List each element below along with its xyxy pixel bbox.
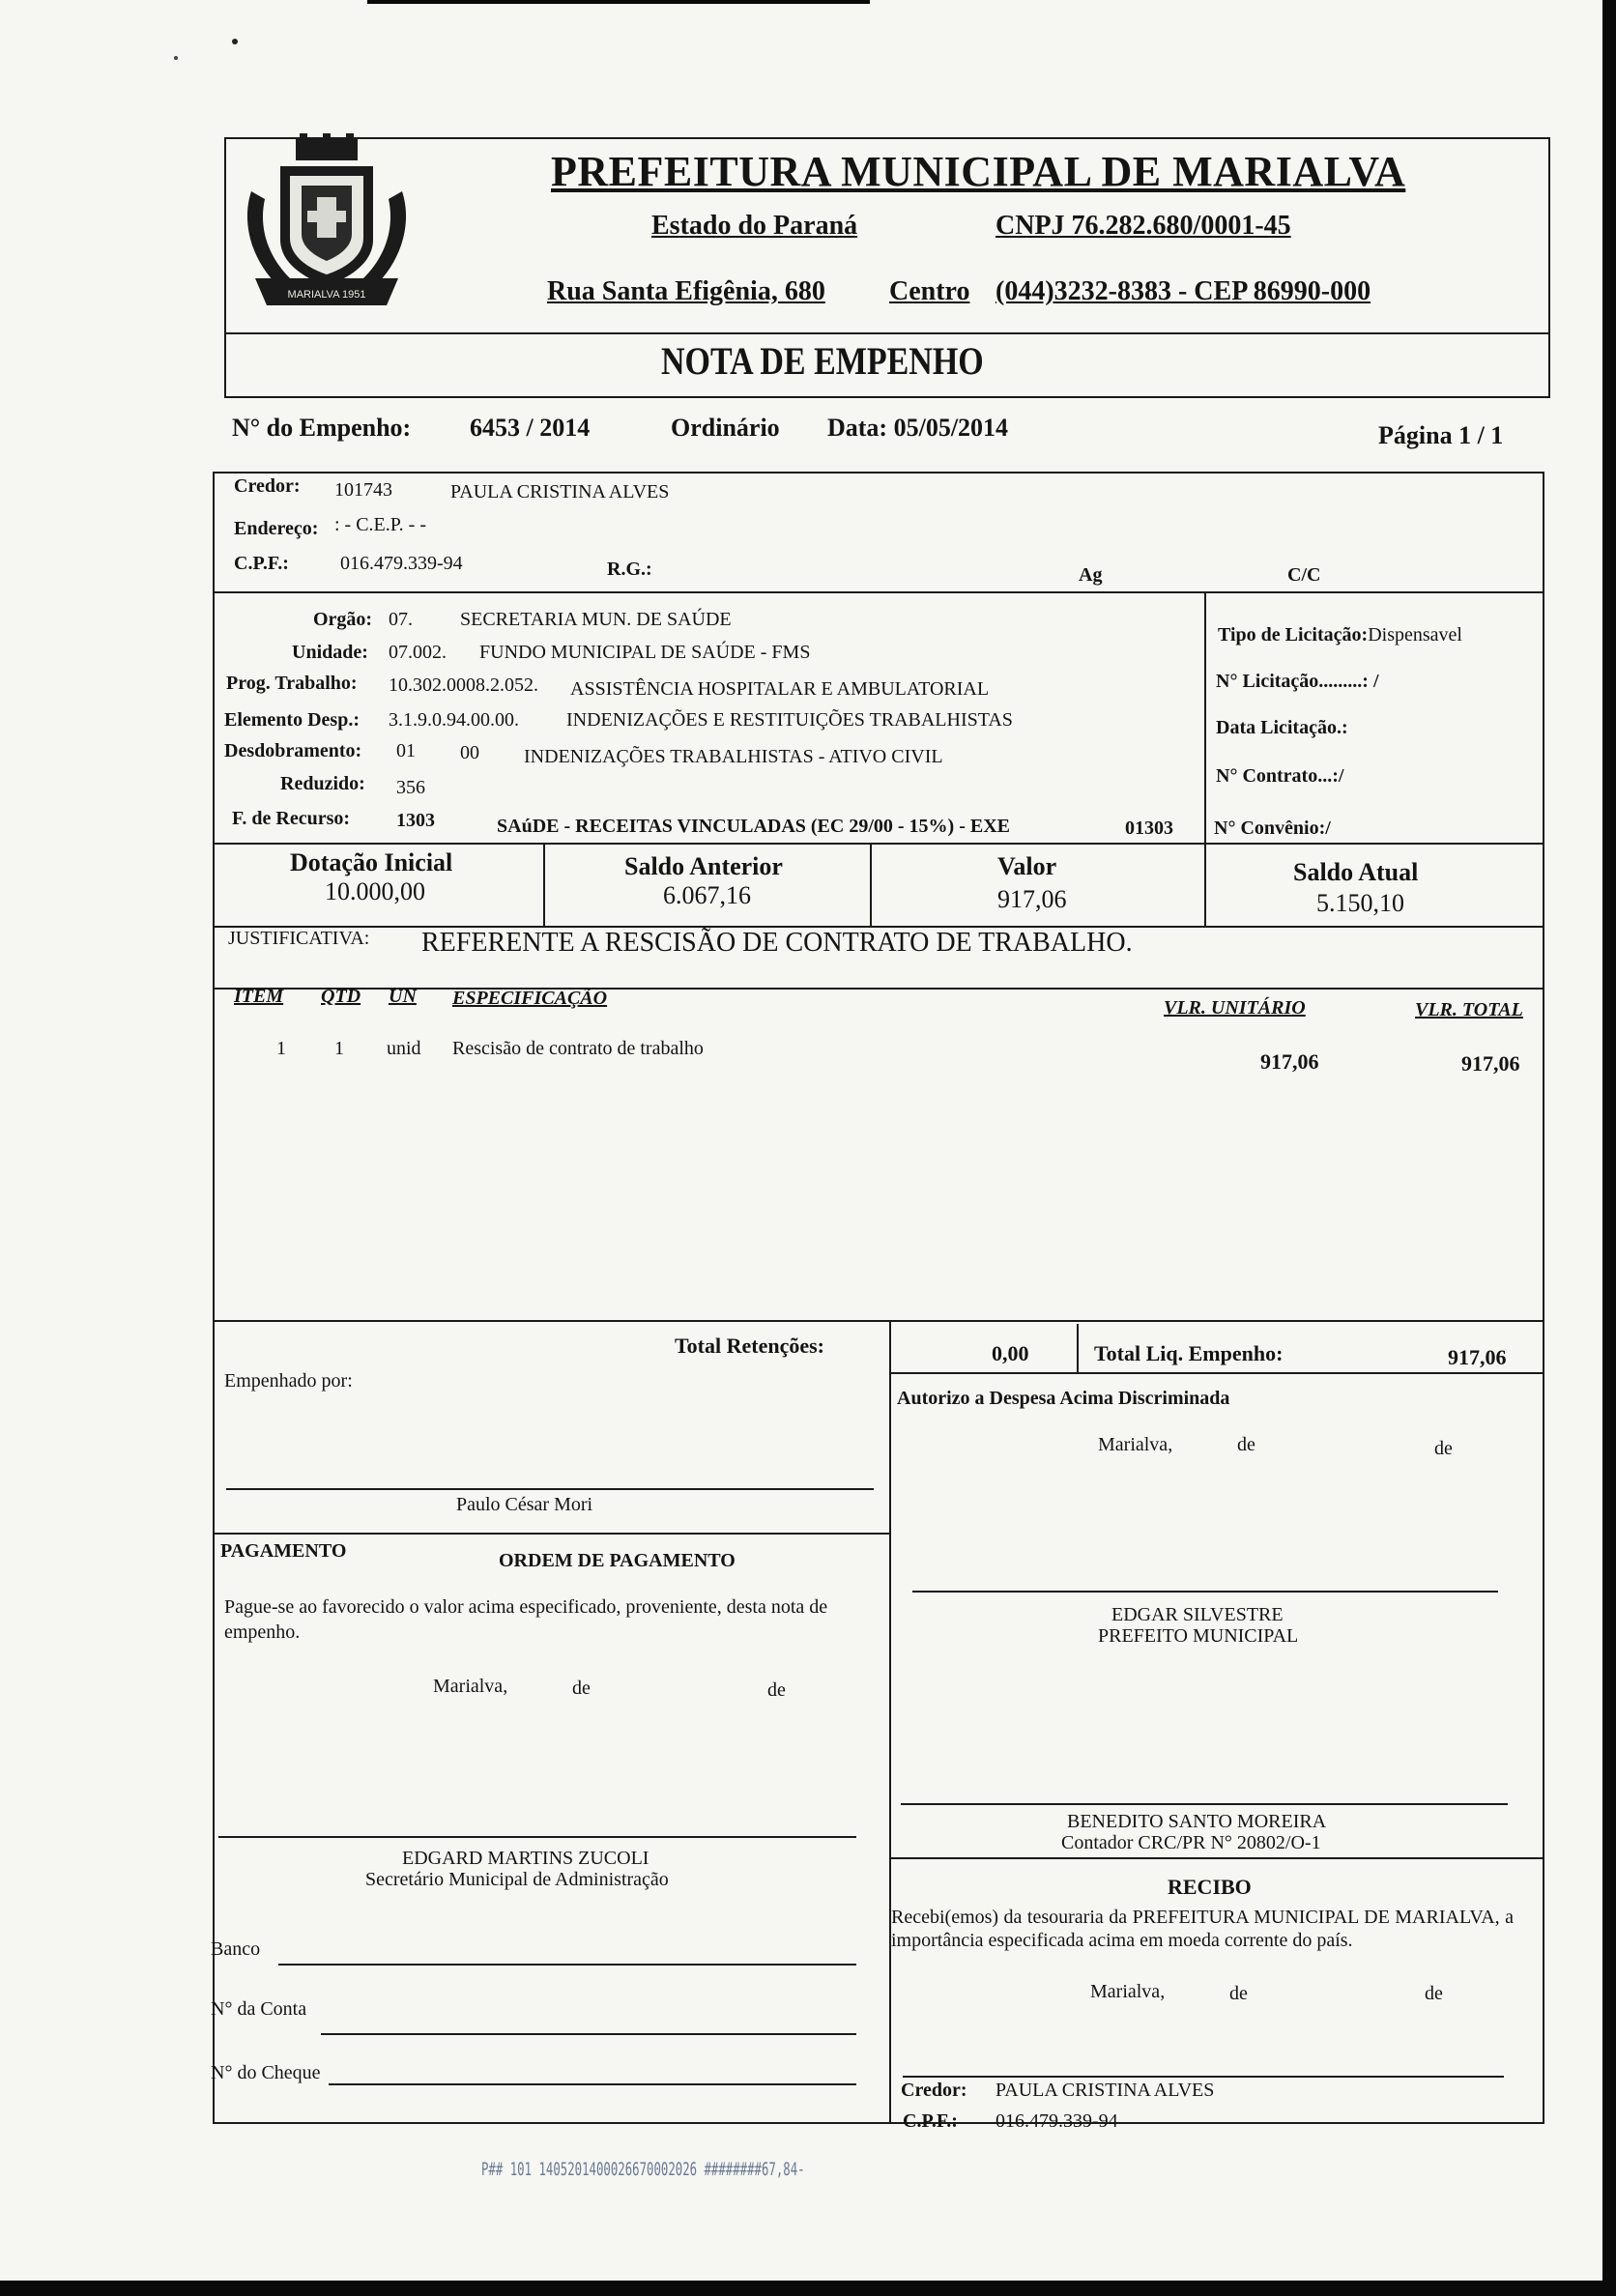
valor-label: Valor xyxy=(997,852,1057,880)
reduzido-label: Reduzido: xyxy=(280,773,365,794)
table-row-1-unit: 917,06 xyxy=(1260,1049,1319,1074)
autorizo-marialva: Marialva, xyxy=(1098,1434,1173,1455)
header-title: PREFEITURA MUNICIPAL DE MARIALVA xyxy=(551,148,1406,195)
unidade-name: FUNDO MUNICIPAL DE SAÚDE - FMS xyxy=(479,642,811,663)
budget-bottom-line xyxy=(213,843,1544,845)
dotacao-inicial-label: Dotação Inicial xyxy=(290,848,453,876)
prefeito-cargo: PREFEITO MUNICIPAL xyxy=(1098,1625,1299,1647)
desdobramento-code-2: 00 xyxy=(460,742,479,763)
ag-label: Ag xyxy=(1079,564,1103,586)
document-title: NOTA DE EMPENHO xyxy=(661,339,984,383)
banco-label: Banco xyxy=(211,1938,261,1960)
table-row-1-total: 917,06 xyxy=(1461,1051,1520,1076)
dotacao-inicial-value: 10.000,00 xyxy=(325,877,425,905)
budget-divider-vertical xyxy=(1204,591,1206,928)
empenho-label: N° do Empenho: xyxy=(232,414,412,442)
scan-speck xyxy=(174,56,178,60)
saldo-atual-label: Saldo Atual xyxy=(1293,858,1419,886)
cheque-label: N° do Cheque xyxy=(211,2062,321,2083)
conta-line xyxy=(321,2033,856,2035)
table-row-1-qtd: 1 xyxy=(334,1038,344,1059)
pagamento-de-1: de xyxy=(572,1678,591,1699)
col-header-qtd: QTD xyxy=(321,986,361,1007)
recibo-cpf-label: C.P.F.: xyxy=(903,2110,958,2132)
col-header-item: ITEM xyxy=(234,986,284,1007)
recurso-name: SAúDE - RECEITAS VINCULADAS (EC 29/00 - 15%) - EXE xyxy=(497,816,1010,837)
empenhado-signature-line xyxy=(226,1488,874,1490)
svg-text:MARIALVA 1951: MARIALVA 1951 xyxy=(287,289,366,301)
pagamento-text: Pague-se ao favorecido o valor acima especificado, proveniente, desta nota de empenho. xyxy=(224,1596,828,1643)
pagamento-marialva: Marialva, xyxy=(433,1676,508,1697)
scan-speck xyxy=(232,39,238,44)
saldo-anterior-label: Saldo Anterior xyxy=(624,852,783,880)
col-header-vlr-total: VLR. TOTAL xyxy=(1415,999,1523,1020)
justificativa-text: REFERENTE A RESCISÃO DE CONTRATO DE TRABALHO. xyxy=(421,928,1133,958)
autorizo-de-2: de xyxy=(1434,1438,1453,1459)
lower-vertical-divider xyxy=(889,1424,891,2124)
orgao-code: 07. xyxy=(389,609,413,630)
pagamento-de-2: de xyxy=(767,1679,786,1701)
recibo-top-line xyxy=(889,1857,1544,1859)
contrato-numero: N° Contrato...:/ xyxy=(1216,765,1344,787)
header-state: Estado do Paraná xyxy=(651,211,858,241)
recibo-signature-line xyxy=(903,2076,1504,2078)
coat-of-arms-logo xyxy=(232,133,421,309)
saldo-atual-value: 5.150,10 xyxy=(1316,889,1404,917)
credor-code: 101743 xyxy=(334,479,392,501)
secretario-signature-line xyxy=(218,1836,856,1838)
prog-code: 10.302.0008.2.052. xyxy=(389,674,538,696)
recurso-code-2: 01303 xyxy=(1125,818,1173,839)
cc-label: C/C xyxy=(1287,564,1321,586)
elemento-name: INDENIZAÇÕES E RESTITUIÇÕES TRABALHISTAS xyxy=(566,709,1013,731)
licitacao-tipo-value: Dispensavel xyxy=(1368,624,1462,646)
total-liquido-value: 917,06 xyxy=(1448,1345,1507,1369)
col-header-un: UN xyxy=(389,986,417,1007)
secretario-nome: EDGARD MARTINS ZUCOLI xyxy=(402,1848,649,1869)
reduzido-value: 356 xyxy=(396,777,425,798)
convenio-numero: N° Convênio:/ xyxy=(1214,818,1331,839)
orgao-name: SECRETARIA MUN. DE SAÚDE xyxy=(460,609,732,630)
ordem-pagamento-label: ORDEM DE PAGAMENTO xyxy=(499,1550,736,1571)
total-retencoes-label: Total Retenções: xyxy=(675,1334,824,1358)
unidade-code: 07.002. xyxy=(389,642,447,663)
col-header-vlr-unitario: VLR. UNITÁRIO xyxy=(1164,997,1306,1019)
total-liquido-label: Total Liq. Empenho: xyxy=(1094,1341,1284,1365)
elemento-label: Elemento Desp.: xyxy=(224,709,360,731)
recibo-credor-label: Credor: xyxy=(901,2080,967,2101)
recurso-label: F. de Recurso: xyxy=(232,808,351,829)
empenho-number: 6453 / 2014 xyxy=(470,414,591,442)
cheque-line xyxy=(329,2083,856,2085)
prog-label: Prog. Trabalho: xyxy=(226,673,358,694)
autorizo-de-1: de xyxy=(1237,1434,1255,1455)
recibo-marialva: Marialva, xyxy=(1090,1981,1166,2002)
recibo-cpf-value: 016.479.339-94 xyxy=(996,2110,1118,2132)
unidade-label: Unidade: xyxy=(292,642,368,663)
valor-value: 917,06 xyxy=(997,885,1067,913)
empenhado-nome: Paulo César Mori xyxy=(456,1494,593,1515)
prog-name: ASSISTÊNCIA HOSPITALAR E AMBULATORIAL xyxy=(570,678,990,700)
licitacao-tipo-label-text: Tipo de Licitação: xyxy=(1218,624,1369,646)
totals-top-line xyxy=(213,1320,1544,1322)
credor-label: Credor: xyxy=(234,475,301,497)
prefeito-signature-line xyxy=(912,1591,1498,1593)
endereco-label: Endereço: xyxy=(234,518,319,539)
cpf-label: C.P.F.: xyxy=(234,553,289,574)
credor-name: PAULA CRISTINA ALVES xyxy=(450,481,670,502)
desdobramento-label: Desdobramento: xyxy=(224,740,362,761)
contador-cargo: Contador CRC/PR N° 20802/O-1 xyxy=(1061,1832,1321,1853)
contador-nome: BENEDITO SANTO MOREIRA xyxy=(1067,1811,1327,1832)
table-row-1-espec: Rescisão de contrato de trabalho xyxy=(452,1038,704,1059)
footer-authentication-code: P## 101 1405201400026670002026 ########67,84- xyxy=(481,2159,805,2180)
secretario-cargo: Secretário Municipal de Administração xyxy=(365,1869,669,1890)
saldos-divider-1 xyxy=(543,843,545,926)
recibo-de-2: de xyxy=(1425,1983,1443,2004)
header-district: Centro xyxy=(889,276,970,306)
pagamento-label: PAGAMENTO xyxy=(220,1540,347,1562)
desdobramento-code-1: 01 xyxy=(396,740,416,761)
licitacao-data: Data Licitação.: xyxy=(1216,717,1348,738)
recibo-text: Recebi(emos) da tesouraria da PREFEITURA MUNICIPAL DE MARIALVA, a importância especificada acima em moeda corrente do país. xyxy=(891,1907,1514,1951)
contador-signature-line xyxy=(901,1803,1508,1805)
prefeito-nome: EDGAR SILVESTRE xyxy=(1111,1604,1284,1625)
total-retencoes-value: 0,00 xyxy=(992,1341,1029,1365)
col-header-especificacao: ESPECIFICAÇÃO xyxy=(452,988,608,1009)
desdobramento-name: INDENIZAÇÕES TRABALHISTAS - ATIVO CIVIL xyxy=(524,746,943,767)
saldos-divider-2 xyxy=(870,843,872,926)
recurso-code: 1303 xyxy=(396,810,435,831)
scan-edge-bottom xyxy=(0,2281,1616,2296)
table-row-1-item: 1 xyxy=(276,1038,286,1059)
conta-label: N° da Conta xyxy=(211,1998,307,2020)
scan-edge-right xyxy=(1602,0,1616,2296)
header-address: Rua Santa Efigênia, 680 xyxy=(547,276,825,306)
banco-line xyxy=(278,1964,856,1966)
licitacao-tipo-label xyxy=(1218,624,1462,646)
header-phone-cep: (044)3232-8383 - CEP 86990-000 xyxy=(996,276,1371,306)
totals-bottom-line xyxy=(889,1372,1544,1374)
totals-divider-2 xyxy=(1077,1324,1079,1372)
empenhado-por-label: Empenhado por: xyxy=(224,1370,353,1392)
empenho-date: Data: 05/05/2014 xyxy=(827,414,1009,442)
recibo-credor-name: PAULA CRISTINA ALVES xyxy=(996,2080,1215,2101)
endereco-value: : - C.E.P. - - xyxy=(334,514,426,535)
recibo-title: RECIBO xyxy=(1168,1875,1252,1899)
header-cnpj: CNPJ 76.282.680/0001-45 xyxy=(996,211,1291,241)
page-number: Página 1 / 1 xyxy=(1378,421,1504,449)
saldo-anterior-value: 6.067,16 xyxy=(663,881,751,909)
justificativa-label: JUSTIFICATIVA: xyxy=(228,928,370,949)
credor-divider xyxy=(213,591,1544,593)
scan-edge-top xyxy=(367,0,870,4)
elemento-code: 3.1.9.0.94.00.00. xyxy=(389,709,519,731)
cpf-value: 016.479.339-94 xyxy=(340,553,463,574)
left-section-line xyxy=(213,1533,891,1535)
recibo-de-1: de xyxy=(1229,1983,1248,2004)
rg-label: R.G.: xyxy=(607,559,652,580)
empenho-type: Ordinário xyxy=(671,414,780,442)
licitacao-numero: N° Licitação.........: / xyxy=(1216,671,1379,692)
autorizo-label: Autorizo a Despesa Acima Discriminada xyxy=(897,1388,1230,1409)
orgao-label: Orgão: xyxy=(313,609,373,630)
header-divider xyxy=(224,332,1550,334)
totals-divider-1 xyxy=(889,1320,891,1424)
table-row-1-un: unid xyxy=(387,1038,421,1059)
